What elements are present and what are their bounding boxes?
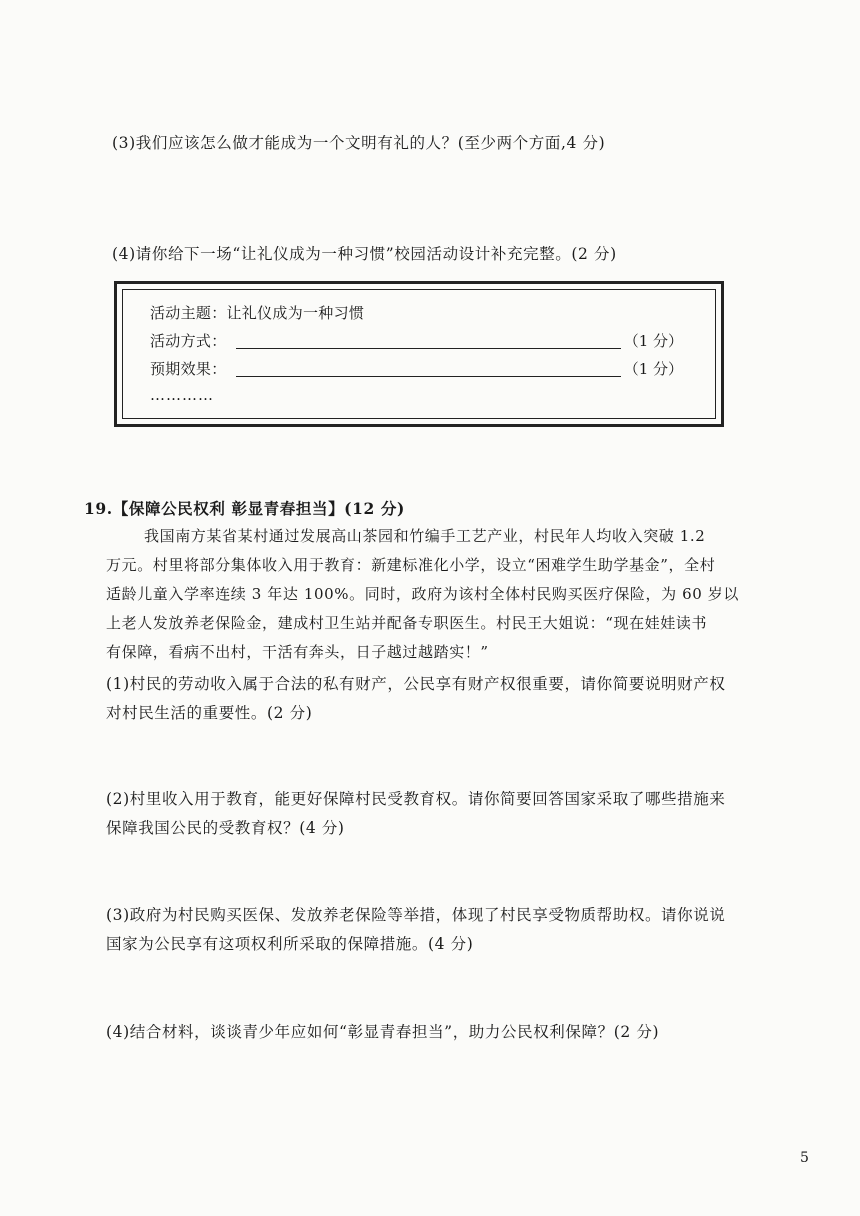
activity-design-inner-border	[122, 289, 716, 419]
activity-effect-points: （1 分）	[623, 360, 683, 378]
q19-material-line: 万元。村里将部分集体收入用于教育：新建标准化小学，设立“困难学生助学基金”，全村	[106, 556, 716, 574]
q19-material-line: 上老人发放养老保险金，建成村卫生站并配备专职医生。村民王大姐说：“现在娃娃读书	[106, 614, 708, 632]
q19-sub1-cont: 对村民生活的重要性。(2 分)	[106, 704, 313, 722]
q19-sub3-cont: 国家为公民享有这项权利所采取的保障措施。(4 分)	[106, 935, 474, 953]
activity-effect-answer-line[interactable]	[236, 376, 621, 377]
q19-sub2-cont: 保障我国公民的受教育权？(4 分)	[106, 819, 345, 837]
q18-sub3: (3)我们应该怎么做才能成为一个文明有礼的人？(至少两个方面,4 分)	[112, 134, 606, 152]
q18-sub4: (4)请你给下一场“让礼仪成为一种习惯”校园活动设计补充完整。(2 分)	[112, 245, 617, 263]
activity-theme: 活动主题：让礼仪成为一种习惯	[150, 304, 365, 322]
activity-method-points: （1 分）	[623, 332, 683, 350]
q19-sub4: (4)结合材料，谈谈青少年应如何“彰显青春担当”，助力公民权利保障？(2 分)	[106, 1023, 660, 1041]
q19-material-line: 有保障，看病不出村，干活有奔头，日子越过越踏实！”	[106, 643, 489, 661]
q19-sub1: (1)村民的劳动收入属于合法的私有财产，公民享有财产权很重要，请你简要说明财产权	[106, 675, 726, 693]
activity-ellipsis: …………	[150, 386, 214, 404]
q19-sub3: (3)政府为村民购买医保、发放养老保险等举措，体现了村民享受物质帮助权。请你说说	[106, 906, 726, 924]
activity-method-label: 活动方式：	[150, 332, 227, 350]
q19-sub2: (2)村里收入用于教育，能更好保障村民受教育权。请你简要回答国家采取了哪些措施来	[106, 790, 726, 808]
q19-material-line: 我国南方某省某村通过发展高山茶园和竹编手工艺产业，村民年人均收入突破 1.2	[144, 527, 706, 545]
q19-material-line: 适龄儿童入学率连续 3 年达 100%。同时，政府为该村全体村民购买医疗保险，为 60 岁以	[106, 585, 739, 603]
activity-method-answer-line[interactable]	[236, 348, 621, 349]
activity-effect-label: 预期效果：	[150, 360, 227, 378]
q19-header: 19.【保障公民权利 彰显青春担当】(12 分)	[84, 499, 405, 518]
page-number: 5	[800, 1150, 809, 1166]
activity-design-box	[114, 281, 724, 427]
